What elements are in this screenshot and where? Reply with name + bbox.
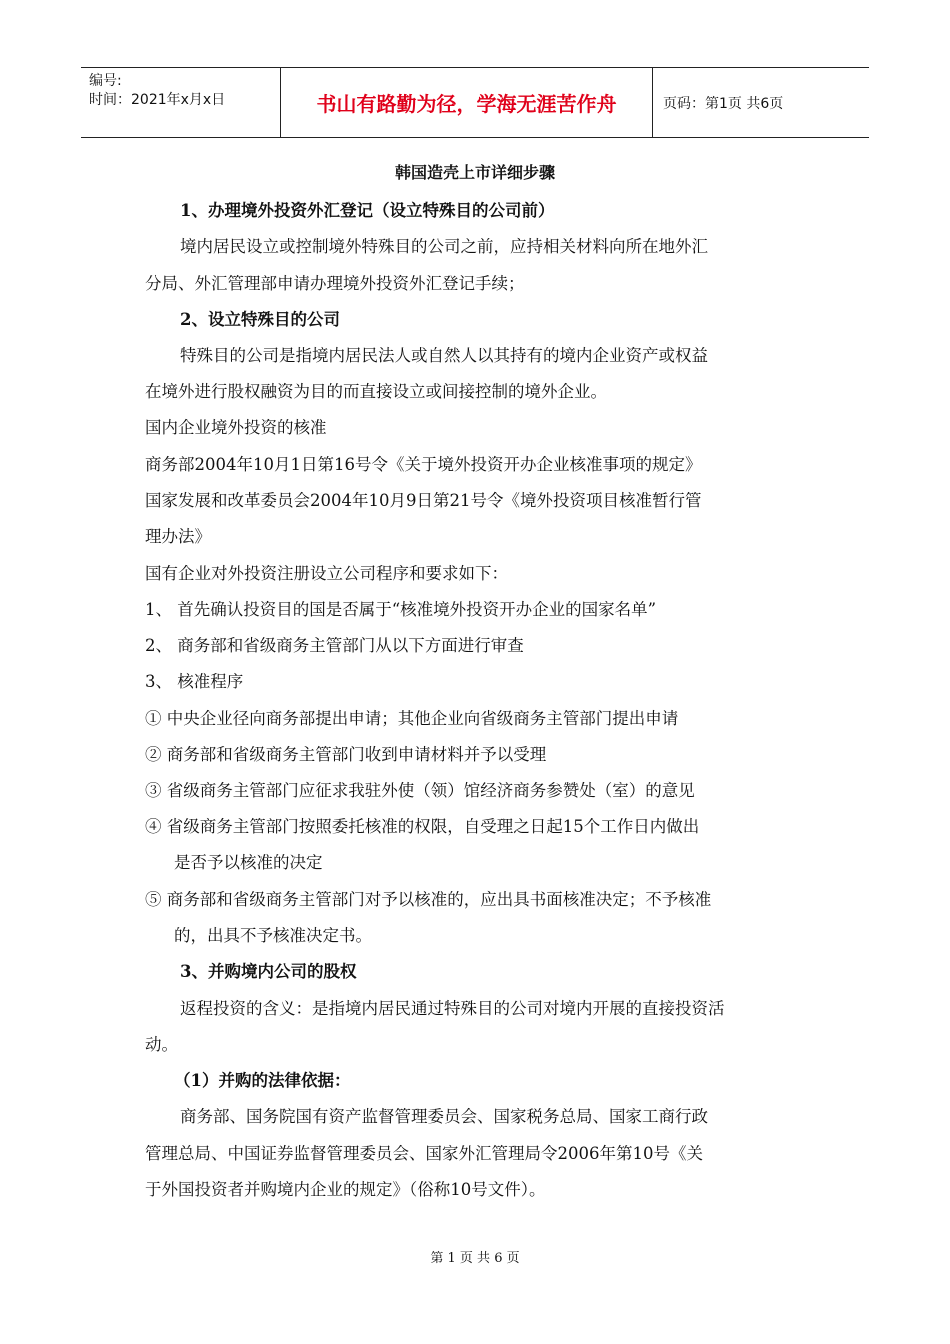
procedure-item: ⑤ 商务部和省级商务主管部门对予以核准的，应出具书面核准决定；不予核准 — [145, 890, 712, 909]
paragraph-line: 理办法》 — [145, 527, 211, 546]
paragraph-line: 管理总局、中国证券监督管理委员会、国家外汇管理局令2006年第10号《关 — [145, 1144, 703, 1163]
paragraph-line: 国内企业境外投资的核准 — [145, 418, 327, 437]
time-label: 时间：2021年x月x日 — [89, 92, 226, 108]
paragraph-line: 在境外进行股权融资为目的而直接设立或间接控制的境外企业。 — [145, 382, 607, 401]
paragraph-line: 国有企业对外投资注册设立公司程序和要求如下： — [145, 564, 508, 583]
header-motto: 书山有路勤为径，学海无涯苦作舟 — [281, 68, 653, 137]
procedure-item-continued: 是否予以核准的决定 — [174, 853, 323, 872]
page-footer: 第 1 页 共 6 页 — [430, 1251, 520, 1266]
paragraph-line: 商务部、国务院国有资产监督管理委员会、国家税务总局、国家工商行政 — [180, 1107, 708, 1126]
list-item: 1、 首先确认投资目的国是否属于“核准境外投资开办企业的国家名单” — [145, 600, 657, 619]
paragraph-line: 商务部2004年10月1日第16号令《关于境外投资开办企业核准事项的规定》 — [145, 455, 702, 474]
header-table — [81, 67, 869, 138]
procedure-item: ① 中央企业径向商务部提出申请；其他企业向省级商务主管部门提出申请 — [145, 709, 679, 728]
paragraph-line: 分局、外汇管理部申请办理境外投资外汇登记手续； — [145, 274, 525, 293]
procedure-item: ② 商务部和省级商务主管部门收到申请材料并予以受理 — [145, 745, 547, 764]
header-left-cell — [81, 68, 281, 137]
list-item: 3、 核准程序 — [145, 672, 244, 691]
serial-label: 编号: — [89, 73, 122, 89]
procedure-item: ③ 省级商务主管部门应征求我驻外使（领）馆经济商务参赞处（室）的意见 — [145, 781, 695, 800]
section-2-heading: 2、设立特殊目的公司 — [180, 310, 340, 329]
subsection-heading: （1）并购的法律依据： — [174, 1071, 351, 1090]
document-title: 韩国造壳上市详细步骤 — [394, 163, 555, 182]
section-3-heading: 3、并购境内公司的股权 — [180, 962, 357, 981]
procedure-item: ④ 省级商务主管部门按照委托核准的权限，自受理之日起15个工作日内做出 — [145, 817, 700, 836]
paragraph-line: 境内居民设立或控制境外特殊目的公司之前，应持相关材料向所在地外汇 — [180, 237, 708, 256]
paragraph-line: 国家发展和改革委员会2004年10月9日第21号令《境外投资项目核准暂行管 — [145, 491, 702, 510]
header-page-info: 页码：第1页 共6页 — [663, 95, 784, 112]
paragraph-line: 特殊目的公司是指境内居民法人或自然人以其持有的境内企业资产或权益 — [180, 346, 708, 365]
paragraph-line: 于外国投资者并购境内企业的规定》（俗称10号文件）。 — [145, 1180, 546, 1199]
list-item: 2、 商务部和省级商务主管部门从以下方面进行审查 — [145, 636, 524, 655]
procedure-item-continued: 的，出具不予核准决定书。 — [174, 926, 372, 945]
paragraph-line: 动。 — [145, 1035, 178, 1054]
paragraph-line: 返程投资的含义：是指境内居民通过特殊目的公司对境内开展的直接投资活 — [180, 999, 725, 1018]
section-1-heading: 1、办理境外投资外汇登记（设立特殊目的公司前） — [180, 201, 555, 220]
